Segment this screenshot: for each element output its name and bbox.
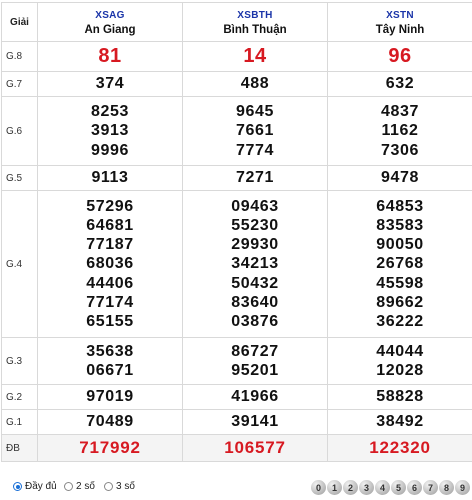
prize-label: G.5 — [2, 166, 38, 191]
result-cell — [38, 72, 183, 97]
result-cell — [183, 410, 328, 435]
radio-button[interactable] — [13, 482, 22, 491]
result-cell — [328, 72, 472, 97]
prize-column-header: Giải — [2, 3, 38, 42]
result-number: 29930 — [231, 236, 279, 254]
prize-row — [2, 97, 472, 166]
result-cell — [38, 385, 183, 410]
digit-ball-1[interactable]: 1 — [327, 480, 342, 495]
result-number: 57296 — [86, 197, 134, 215]
radio-label: Đầy đủ — [25, 481, 57, 492]
prize-label: G.3 — [2, 338, 38, 385]
digit-ball-4[interactable]: 4 — [375, 480, 390, 495]
result-cell — [183, 191, 328, 338]
result-number: 9113 — [91, 169, 129, 187]
result-number: 55230 — [231, 217, 279, 235]
result-cell — [38, 435, 183, 462]
result-number: 7661 — [236, 122, 274, 140]
result-number: 68036 — [86, 255, 134, 273]
digit-ball-8[interactable]: 8 — [439, 480, 454, 495]
radio-button[interactable] — [104, 482, 113, 491]
result-number: 44406 — [86, 274, 134, 292]
result-number: 35638 — [86, 342, 134, 360]
result-cell — [183, 385, 328, 410]
result-cell — [38, 97, 183, 166]
result-cell — [183, 435, 328, 462]
province-header — [38, 3, 183, 42]
radio-label: 2 số — [76, 481, 95, 492]
result-number: 50432 — [231, 274, 279, 292]
result-cell — [328, 166, 472, 191]
result-number: 14 — [243, 45, 267, 67]
prize-row — [2, 338, 472, 385]
province-code-link[interactable]: XSTN — [386, 10, 414, 21]
display-controls — [0, 476, 472, 500]
result-number: 717992 — [79, 438, 141, 457]
result-number: 86727 — [231, 342, 279, 360]
result-number: 38492 — [376, 413, 424, 431]
result-number: 9645 — [236, 103, 274, 121]
province-code-link[interactable]: XSBTH — [237, 10, 273, 21]
result-number: 7774 — [236, 141, 274, 159]
radio-2-digits[interactable] — [64, 481, 95, 492]
province-header — [183, 3, 328, 42]
radio-full[interactable] — [13, 481, 57, 492]
result-cell — [328, 435, 472, 462]
result-number: 77187 — [86, 236, 134, 254]
digit-ball-2[interactable]: 2 — [343, 480, 358, 495]
prize-label: G.4 — [2, 191, 38, 338]
result-number: 09463 — [231, 197, 279, 215]
result-number: 83640 — [231, 293, 279, 311]
result-number: 45598 — [376, 274, 424, 292]
radio-label: 3 số — [116, 481, 135, 492]
prize-label: G.8 — [2, 42, 38, 72]
province-name: An Giang — [84, 24, 136, 36]
result-cell — [183, 97, 328, 166]
digit-ball-3[interactable]: 3 — [359, 480, 374, 495]
digit-ball-9[interactable]: 9 — [455, 480, 470, 495]
result-number: 374 — [95, 75, 125, 93]
result-cell — [183, 166, 328, 191]
result-number: 9478 — [381, 169, 419, 187]
result-cell — [328, 385, 472, 410]
result-number: 41966 — [231, 388, 279, 406]
result-cell — [183, 338, 328, 385]
result-number: 06671 — [86, 362, 134, 379]
result-cell — [38, 42, 183, 72]
lottery-results-table — [1, 2, 472, 462]
result-number: 65155 — [86, 312, 134, 330]
result-cell — [328, 191, 472, 338]
province-code-link[interactable]: XSAG — [95, 10, 125, 21]
prize-label: G.2 — [2, 385, 38, 410]
digit-ball-7[interactable]: 7 — [423, 480, 438, 495]
result-number: 70489 — [86, 413, 134, 431]
result-number: 89662 — [376, 293, 424, 311]
result-number: 9996 — [91, 141, 129, 159]
prize-row — [2, 435, 472, 462]
prize-label: ĐB — [2, 435, 38, 462]
result-number: 03876 — [231, 312, 279, 330]
result-number: 122320 — [369, 438, 431, 457]
prize-row — [2, 410, 472, 435]
prize-label: G.6 — [2, 97, 38, 166]
province-name: Bình Thuận — [223, 24, 287, 36]
province-name: Tây Ninh — [375, 24, 425, 36]
result-number: 44044 — [376, 342, 424, 360]
result-number: 39141 — [231, 413, 279, 431]
result-cell — [38, 338, 183, 385]
result-number: 96 — [388, 45, 412, 67]
result-cell — [328, 338, 472, 385]
result-number: 90050 — [376, 236, 424, 254]
result-number: 64681 — [86, 217, 134, 235]
result-cell — [38, 166, 183, 191]
result-number: 1162 — [381, 122, 419, 140]
result-cell — [328, 42, 472, 72]
result-number: 4837 — [381, 103, 419, 121]
result-number: 34213 — [231, 255, 279, 273]
header-row — [2, 3, 472, 42]
result-number: 95201 — [231, 362, 279, 379]
result-number: 3913 — [91, 122, 129, 140]
result-cell — [328, 97, 472, 166]
result-number: 36222 — [376, 312, 424, 330]
result-number: 106577 — [224, 438, 286, 457]
result-number: 83583 — [376, 217, 424, 235]
result-number: 7271 — [236, 169, 274, 187]
radio-3-digits[interactable] — [104, 481, 135, 492]
digit-filter — [311, 480, 470, 495]
result-number: 97019 — [86, 388, 134, 406]
result-number: 81 — [98, 45, 122, 67]
result-number: 12028 — [376, 362, 424, 379]
result-number: 8253 — [91, 103, 129, 121]
province-header — [328, 3, 472, 42]
result-number: 632 — [385, 75, 415, 93]
result-cell — [183, 72, 328, 97]
result-number: 26768 — [376, 255, 424, 273]
result-number: 77174 — [86, 293, 134, 311]
result-cell — [38, 191, 183, 338]
result-cell — [328, 410, 472, 435]
result-number: 58828 — [376, 388, 424, 406]
digit-ball-0[interactable]: 0 — [311, 480, 326, 495]
results-body — [2, 42, 472, 462]
result-cell — [38, 410, 183, 435]
result-number: 64853 — [376, 197, 424, 215]
prize-row — [2, 191, 472, 338]
prize-row — [2, 166, 472, 191]
prize-row — [2, 385, 472, 410]
result-cell — [183, 42, 328, 72]
radio-button[interactable] — [64, 482, 73, 491]
prize-row — [2, 72, 472, 97]
prize-label: G.7 — [2, 72, 38, 97]
digit-ball-6[interactable]: 6 — [407, 480, 422, 495]
result-number: 488 — [240, 75, 270, 93]
digit-ball-5[interactable]: 5 — [391, 480, 406, 495]
prize-label: G.1 — [2, 410, 38, 435]
prize-row — [2, 42, 472, 72]
result-number: 7306 — [381, 141, 419, 159]
